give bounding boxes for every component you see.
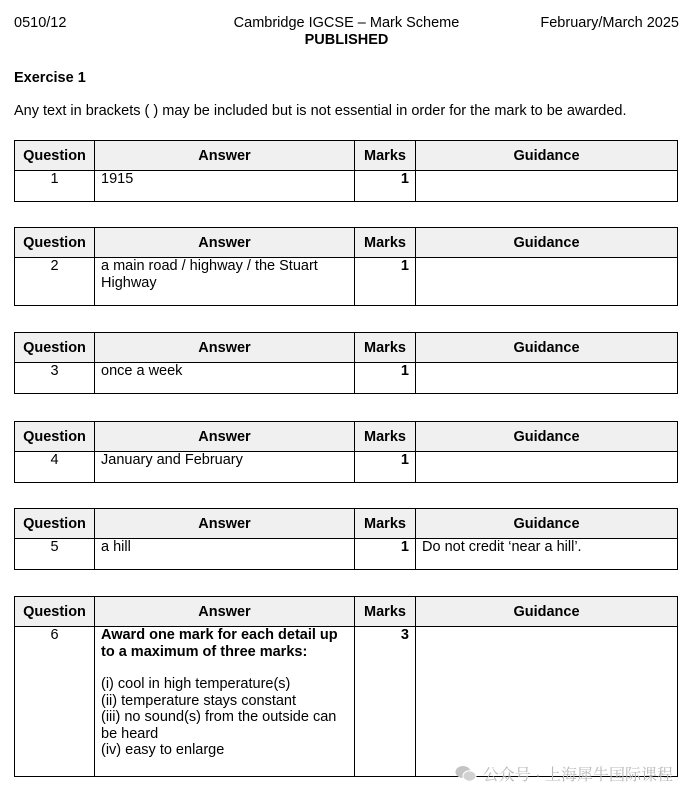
syllabus-code: 0510/12 [14,15,67,31]
col-marks: Marks [355,141,416,171]
guidance-cell [416,171,678,202]
marks-cell: 3 [355,627,416,777]
guidance-cell [416,363,678,394]
table-header-row [15,509,678,539]
guidance-cell [416,258,678,306]
exercise-title: Exercise 1 [14,70,86,86]
watermark [455,762,673,785]
bracket-note: Any text in brackets ( ) may be included but is not essential in order for the mark to be awarded. [14,103,627,119]
answer-cell: a hill [95,539,355,570]
mark-table-q6 [14,596,678,777]
header-subtitle: PUBLISHED [304,32,389,48]
table-row [15,171,678,202]
answer-instruction: Award one mark for each detail up to a maximum of three marks: [101,627,338,660]
col-marks: Marks [355,228,416,258]
col-guidance: Guidance [416,422,678,452]
mark-table-q2 [14,227,678,306]
table-row [15,627,678,777]
guidance-cell [416,627,678,777]
col-guidance: Guidance [416,597,678,627]
col-answer: Answer [95,228,355,258]
marks-cell: 1 [355,258,416,306]
col-guidance: Guidance [416,509,678,539]
mark-table-q5 [14,508,678,570]
table-header-row [15,333,678,363]
col-marks: Marks [355,422,416,452]
guidance-cell [416,452,678,483]
col-question: Question [15,333,95,363]
answer-cell: 1915 [95,171,355,202]
col-answer: Answer [95,333,355,363]
marks-cell: 1 [355,539,416,570]
col-question: Question [15,141,95,171]
marks-cell: 1 [355,363,416,394]
question-number: 1 [15,171,95,202]
guidance-cell: Do not credit ‘near a hill’. [416,539,678,570]
answer-cell: January and February [95,452,355,483]
col-question: Question [15,597,95,627]
col-answer: Answer [95,509,355,539]
col-answer: Answer [95,422,355,452]
col-question: Question [15,509,95,539]
col-guidance: Guidance [416,228,678,258]
mark-table-q4 [14,421,678,483]
watermark-text: 公众号 · 上海犀牛国际课程 [482,767,673,784]
col-marks: Marks [355,597,416,627]
answer-point: (iv) easy to enlarge [101,742,225,758]
wechat-icon [455,765,477,783]
col-guidance: Guidance [416,333,678,363]
question-number: 4 [15,452,95,483]
marks-cell: 1 [355,171,416,202]
exam-session: February/March 2025 [540,15,679,31]
question-number: 5 [15,539,95,570]
table-header-row [15,141,678,171]
col-marks: Marks [355,333,416,363]
col-answer: Answer [95,597,355,627]
mark-table-q3 [14,332,678,394]
col-question: Question [15,228,95,258]
mark-table-q1 [14,140,678,202]
col-guidance: Guidance [416,141,678,171]
question-number: 6 [15,627,95,777]
table-row [15,258,678,306]
answer-cell: once a week [95,363,355,394]
header-title: Cambridge IGCSE – Mark Scheme [233,15,460,31]
table-row [15,539,678,570]
question-number: 3 [15,363,95,394]
table-header-row [15,422,678,452]
table-row [15,363,678,394]
col-question: Question [15,422,95,452]
table-row [15,452,678,483]
answer-cell: a main road / highway / the Stuart Highway [95,258,355,306]
answer-point: (i) cool in high temperature(s) [101,676,291,692]
table-header-row [15,228,678,258]
table-header-row [15,597,678,627]
answer-cell [95,627,355,777]
question-number: 2 [15,258,95,306]
answer-point: (ii) temperature stays constant [101,692,297,709]
page-header [14,14,679,54]
col-answer: Answer [95,141,355,171]
col-marks: Marks [355,509,416,539]
marks-cell: 1 [355,452,416,483]
answer-point: (iii) no sound(s) from the outside can be heard [101,709,337,742]
